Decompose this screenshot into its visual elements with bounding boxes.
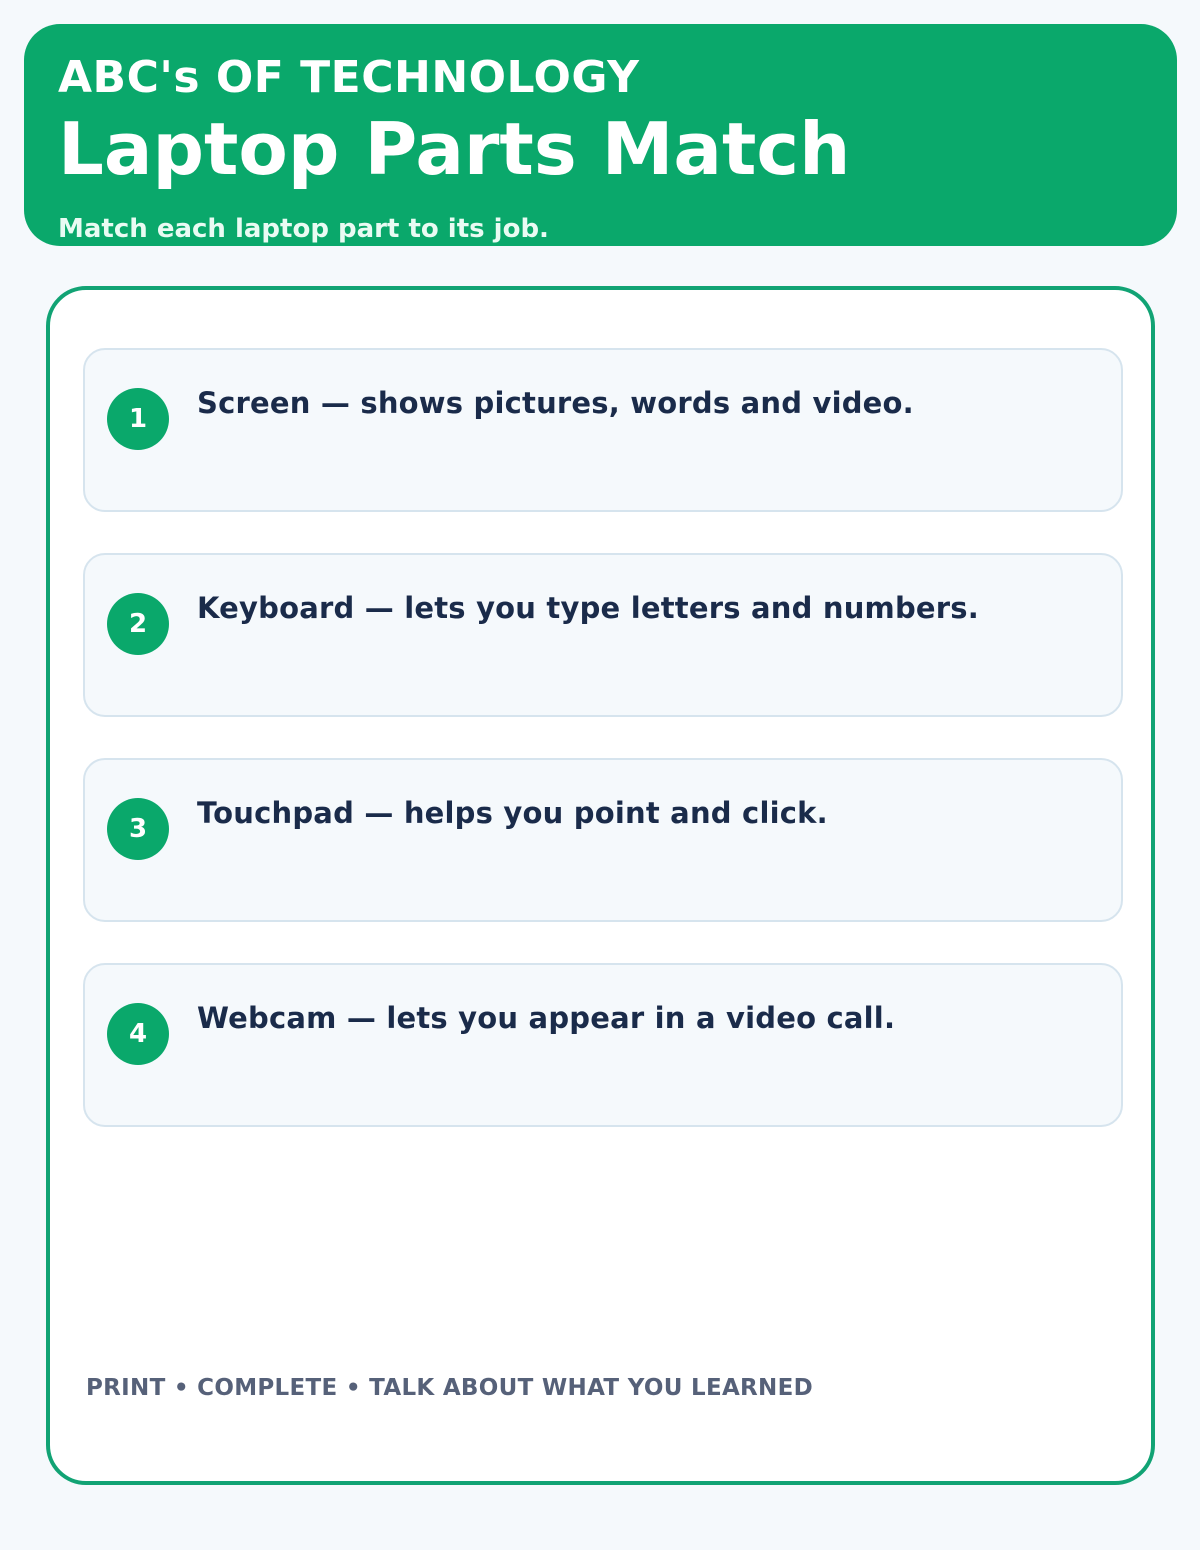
instructions: Match each laptop part to its job.	[58, 214, 549, 244]
worksheet-card	[46, 286, 1155, 1485]
item-number-badge: 1	[107, 388, 169, 450]
series-title: ABC's OF TECHNOLOGY	[58, 52, 640, 103]
item-text: Keyboard — lets you type letters and numbers.	[197, 591, 979, 625]
item-number-badge: 3	[107, 798, 169, 860]
item-number-badge: 2	[107, 593, 169, 655]
item-text: Webcam — lets you appear in a video call.	[197, 1001, 896, 1035]
page-title: Laptop Parts Match	[58, 107, 851, 191]
list-item	[83, 758, 1123, 922]
item-number-badge: 4	[107, 1003, 169, 1065]
list-item	[83, 553, 1123, 717]
header-banner	[24, 24, 1177, 246]
item-text: Touchpad — helps you point and click.	[197, 796, 828, 830]
item-text: Screen — shows pictures, words and video.	[197, 386, 914, 420]
list-item	[83, 348, 1123, 512]
list-item	[83, 963, 1123, 1127]
footer-note: PRINT • COMPLETE • TALK ABOUT WHAT YOU LEARNED	[86, 1375, 814, 1401]
